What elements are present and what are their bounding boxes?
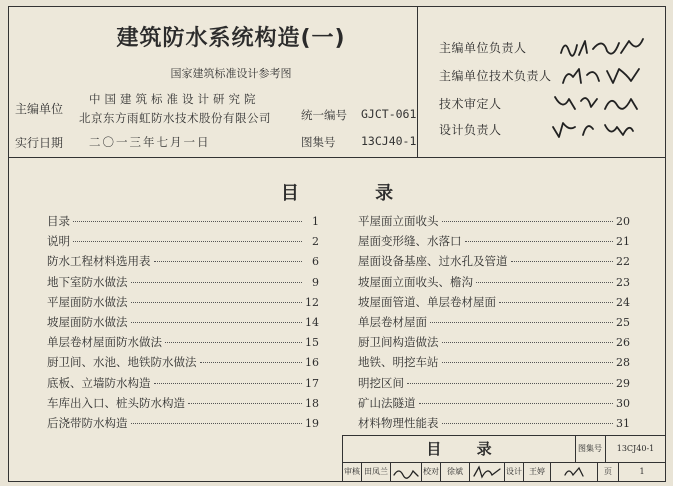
toc-item-page: 21 <box>616 235 630 249</box>
toc-item-title: 厨卫间构造做法 <box>358 335 439 350</box>
toc-item <box>358 375 630 395</box>
toc-item-page: 25 <box>616 315 630 329</box>
toc-item-title: 屋面设备基座、过水孔及管道 <box>358 254 508 269</box>
toc-item <box>47 334 319 354</box>
review-signature-image <box>391 463 422 481</box>
toc-heading: 目 录 <box>280 183 394 204</box>
toc-item <box>47 415 319 435</box>
toc-leader-dots <box>73 221 302 222</box>
toc-item-page: 15 <box>305 336 319 350</box>
toc-item-page: 9 <box>312 275 319 289</box>
toc-item-page: 16 <box>305 356 319 370</box>
title-block-atlas-value: 13CJ40-1 <box>606 436 665 463</box>
responsible-row <box>439 67 649 91</box>
toc-leader-dots <box>131 423 303 424</box>
design-label: 设计 <box>505 463 524 481</box>
toc-right-column <box>358 213 630 435</box>
toc-item-title: 地铁、明挖车站 <box>358 355 439 370</box>
signature-image <box>557 63 647 89</box>
toc-leader-dots <box>430 322 613 323</box>
toc-item <box>358 274 630 294</box>
toc-item-page: 1 <box>312 215 319 228</box>
unified-code-label: 统一编号 <box>301 108 347 122</box>
toc-leader-dots <box>131 322 303 323</box>
header-block <box>9 7 665 158</box>
toc-item-page: 17 <box>305 376 319 390</box>
review-label: 审核 <box>343 463 362 481</box>
toc-item-page: 23 <box>616 275 630 289</box>
page-number: 1 <box>639 467 645 476</box>
responsible-row <box>439 95 649 119</box>
toc-leader-dots <box>442 423 614 424</box>
toc-leader-dots <box>442 342 614 343</box>
toc-item <box>47 213 319 233</box>
toc-left-column <box>47 213 319 435</box>
toc-item <box>358 395 630 415</box>
toc-item-page: 2 <box>312 235 319 249</box>
toc-item-page: 29 <box>616 376 630 390</box>
impl-date: 二〇一三年七月一日 <box>89 135 211 149</box>
toc-leader-dots <box>154 261 303 262</box>
toc-leader-dots <box>154 383 303 384</box>
toc-item-title: 车库出入口、桩头防水构造 <box>47 395 185 410</box>
toc-item <box>358 294 630 314</box>
proof-label: 校对 <box>422 463 441 481</box>
toc-item-title: 坡屋面立面收头、檐沟 <box>358 274 473 289</box>
toc-item <box>47 274 319 294</box>
toc-item-title: 平屋面防水做法 <box>47 294 128 309</box>
toc-item <box>47 233 319 253</box>
title-block-title: 目 录 <box>343 436 576 463</box>
proof-signature-image <box>470 463 505 481</box>
toc-leader-dots <box>476 282 613 283</box>
toc-item <box>358 354 630 374</box>
design-signature-image <box>551 463 598 481</box>
responsible-label: 主编单位负责人 <box>439 41 527 55</box>
toc-item-page: 26 <box>616 336 630 350</box>
signature-image <box>551 91 641 117</box>
toc-item-page: 31 <box>616 416 630 430</box>
toc-item <box>358 314 630 334</box>
toc-item-title: 防水工程材料选用表 <box>47 254 151 269</box>
design-name: 王婷 <box>524 463 551 481</box>
toc-item <box>358 253 630 273</box>
toc-item-title: 矿山法隧道 <box>358 395 416 410</box>
atlas-number-value: 13CJ40-1 <box>361 134 417 148</box>
signature-image <box>547 117 637 143</box>
toc-item-title: 单层卷材屋面防水做法 <box>47 335 162 350</box>
unified-code-value: GJCT-061 <box>361 107 417 121</box>
toc-item <box>47 314 319 334</box>
toc-item <box>47 253 319 273</box>
responsible-row <box>439 39 649 63</box>
toc-item <box>47 375 319 395</box>
toc-leader-dots <box>442 362 614 363</box>
toc-leader-dots <box>200 362 303 363</box>
proof-name: 徐斌 <box>441 463 470 481</box>
toc-item-title: 厨卫间、水池、地铁防水做法 <box>47 355 197 370</box>
toc-item-title: 坡屋面防水做法 <box>47 314 128 329</box>
review-name: 田凤兰 <box>362 463 391 481</box>
toc-item-title: 明挖区间 <box>358 375 404 390</box>
toc-leader-dots <box>419 403 614 404</box>
title-block-signature-row <box>343 463 665 481</box>
toc-item-page: 6 <box>312 255 319 269</box>
drawing-sheet <box>8 6 666 482</box>
toc-item <box>358 233 630 253</box>
toc-item <box>47 354 319 374</box>
toc-item-page: 28 <box>616 356 630 370</box>
toc-leader-dots <box>442 221 614 222</box>
org-name-2: 北京东方雨虹防水技术股份有限公司 <box>79 111 271 125</box>
toc-item-page: 30 <box>616 396 630 410</box>
toc-item <box>47 294 319 314</box>
toc-item-title: 材料物理性能表 <box>358 415 439 430</box>
toc-item <box>358 415 630 435</box>
toc-item-page: 12 <box>305 295 319 309</box>
toc-leader-dots <box>465 241 614 242</box>
toc-item-title: 屋面变形缝、水落口 <box>358 234 462 249</box>
toc-item-page: 18 <box>305 396 319 410</box>
toc-leader-dots <box>73 241 302 242</box>
org-name-1: 中国建筑标准设计研究院 <box>89 92 260 106</box>
toc-item-title: 单层卷材屋面 <box>358 314 427 329</box>
atlas-title: 建筑防水系统构造(一) <box>116 26 346 51</box>
responsible-label: 主编单位技术负责人 <box>439 69 552 83</box>
title-block-atlas-label: 图集号 <box>575 436 606 463</box>
toc-item-title: 后浇带防水构造 <box>47 415 128 430</box>
toc-item-title: 目录 <box>47 214 70 228</box>
toc-item-title: 平屋面立面收头 <box>358 214 439 228</box>
title-block <box>342 435 665 481</box>
toc-item-title: 坡屋面管道、单层卷材屋面 <box>358 294 496 309</box>
toc-leader-dots <box>131 302 303 303</box>
toc-item-page: 14 <box>305 315 319 329</box>
toc-item-page: 22 <box>616 255 630 269</box>
org-label: 主编单位 <box>15 102 64 116</box>
page-label: 页 <box>598 463 619 481</box>
toc-item-title: 地下室防水做法 <box>47 274 128 289</box>
toc-item <box>47 395 319 415</box>
header-divider <box>417 7 418 157</box>
toc-leader-dots <box>165 342 302 343</box>
toc-leader-dots <box>131 282 303 283</box>
toc-item-page: 20 <box>616 215 630 228</box>
responsible-label: 设计负责人 <box>439 123 502 137</box>
responsible-label: 技术审定人 <box>439 97 502 111</box>
signature-image <box>557 35 647 61</box>
toc-item <box>358 213 630 233</box>
toc-leader-dots <box>499 302 613 303</box>
toc-item <box>358 334 630 354</box>
toc-item-title: 底板、立墙防水构造 <box>47 375 151 390</box>
impl-date-label: 实行日期 <box>15 136 64 150</box>
toc-item-page: 24 <box>616 295 630 309</box>
toc-leader-dots <box>511 261 614 262</box>
toc-item-page: 19 <box>305 416 319 430</box>
atlas-subtitle: 国家建筑标准设计参考图 <box>170 67 292 80</box>
responsible-row <box>439 121 649 145</box>
toc-leader-dots <box>188 403 302 404</box>
toc-leader-dots <box>407 383 613 384</box>
atlas-number-label: 图集号 <box>301 135 336 149</box>
toc-item-title: 说明 <box>47 234 70 249</box>
